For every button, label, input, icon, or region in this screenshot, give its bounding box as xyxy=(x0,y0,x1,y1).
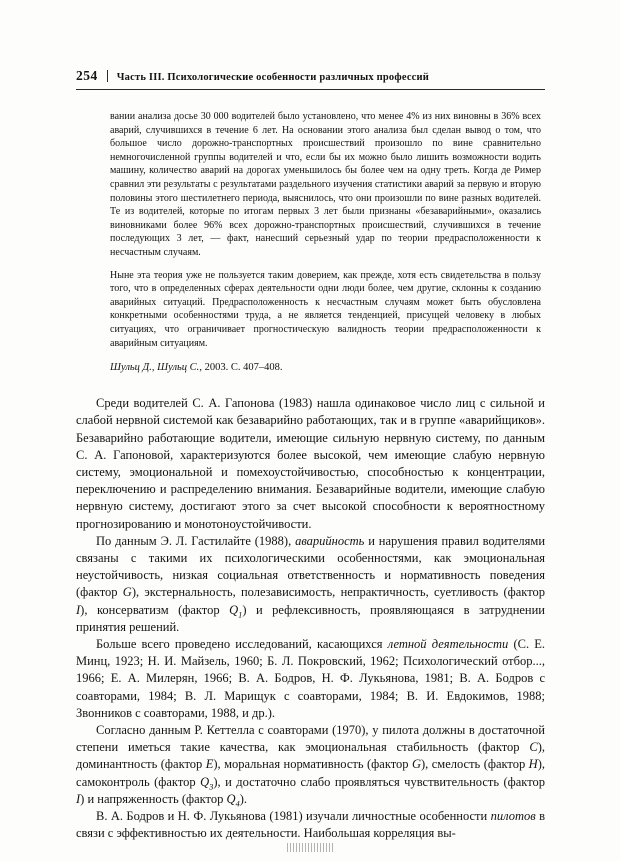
quote-attribution: Шульц Д., Шульц С., 2003. С. 407–408. xyxy=(110,362,283,374)
section-title: Часть III. Психологические особенности различных профессий xyxy=(116,72,430,83)
body-text xyxy=(76,395,545,842)
body-paragraph: В. А. Бодров и Н. Ф. Лукьянова (1981) изучали личностные особенности пилотов в связи с эффективностью их деятельности. Наибольшая корреляция вы- xyxy=(76,808,545,841)
body-paragraph: Среди водителей С. А. Гапонова (1983) нашла одинаковое число лиц с сильной и слабой нервной системой как безаварийно работающих, так и в группе «аварийщиков». Безаварийно работающие водители, имеющие сильную нервную систему, по данным С. А. Гапоновой, характеризуются более высокой, чем имеющие слабую нервную систему, эмоциональной и помехоустойчивостью, способностью к концентрации, переключению и распределению внимания. Безаварийные водители, имеющие слабую нервную систему, достигают этого за счет высокой способности к вероятностному прогнозированию и монотоноустойчивости. xyxy=(76,396,545,531)
block-quote xyxy=(110,110,541,350)
header-separator xyxy=(107,70,108,82)
quote-paragraph: Ныне эта теория уже не пользуется таким доверием, как прежде, хотя есть свидетельства в пользу того, что в определенных сферах деятельности одни люди более, чем другие, склонны к созданию аварийных ситуаций. Предрасположенность к несчастным случаям может быть обусловлена конкретными особенностями труда, а не является тенденцией, присущей человеку в любых ситуациях, что ограничивает прогностическую валидность теории предрасположенности к аварийным ситуациям. xyxy=(110,269,541,349)
page-header xyxy=(76,68,545,90)
body-paragraph: Согласно данным Р. Кеттелла с соавторами (1970), у пилота должны в достаточной степени иметься такие качества, как эмоциональная стабильность (фактор C), доминантность (фактор E), моральная нормативность (фактор G), смелость (фактор H), самоконтроль (фактор $Q_3$), и достаточно слабо проявляться чувствительность (фактор I) и напряженность (фактор $Q_4$). xyxy=(76,722,545,809)
body-paragraph: По данным Э. Л. Гастилайте (1988), аварийность и нарушения правил водителями связаны с такими их психологическими особенностями, как эмоциональная неустойчивость, низкая социальная ответственность и нормативность поведения (фактор G), экстернальность, полезависимость, непрактичность, суетливость (фактор I), консерватизм (фактор $Q_1$) и рефлексивность, проявляющаяся в затруднении принятия решений. xyxy=(76,533,546,634)
bottom-scan-mark xyxy=(287,843,333,852)
quote-paragraph: вании анализа досье 30 000 водителей было установлено, что менее 4% из них виновны в 36% всех аварий, случившихся в течение 6 лет. На основании этого анализа был сделан вывод о том, что большое число дорожно-транспортных происшествий произошло по вине сравнительно немногочисленной группы водителей и что, если бы их можно было лишить возможности водить машину, количество аварий на дорогах уменьшилось бы более чем на одну треть. Когда де Ример сравнил эти результаты с результатами раздельного изучения статистики аварий за первую и вторую половины этого шестилетнего периода, выяснилось, что они произошли по вине разных водителей. Те из водителей, которые по итогам первых 3 лет были признаны «безаварийными», оказались виновниками более 96% всех дорожно-транспортных происшествий, случившихся в течение последующих 3 лет, — факт, нанесший серьезный удар по теории предрасположенности к несчастным случаям. xyxy=(110,111,541,258)
body-paragraph: Больше всего проведено исследований, касающихся летной деятельности (С. Е. Минц, 1923; Н. И. Майзель, 1960; Б. Л. Покровский, 1962; Психологический отбор..., 1966; Е. А. Милерян, 1966; В. А. Бодров, Н. Ф. Лукьянова, 1981; В. А. Бодров с соавторами, 1984; В. Л. Марищук с соавторами, 1984; В. И. Евдокимов, 1988; Звонников с соавторами, 1988, и др.). xyxy=(76,636,546,720)
page-number: 254 xyxy=(76,68,98,83)
